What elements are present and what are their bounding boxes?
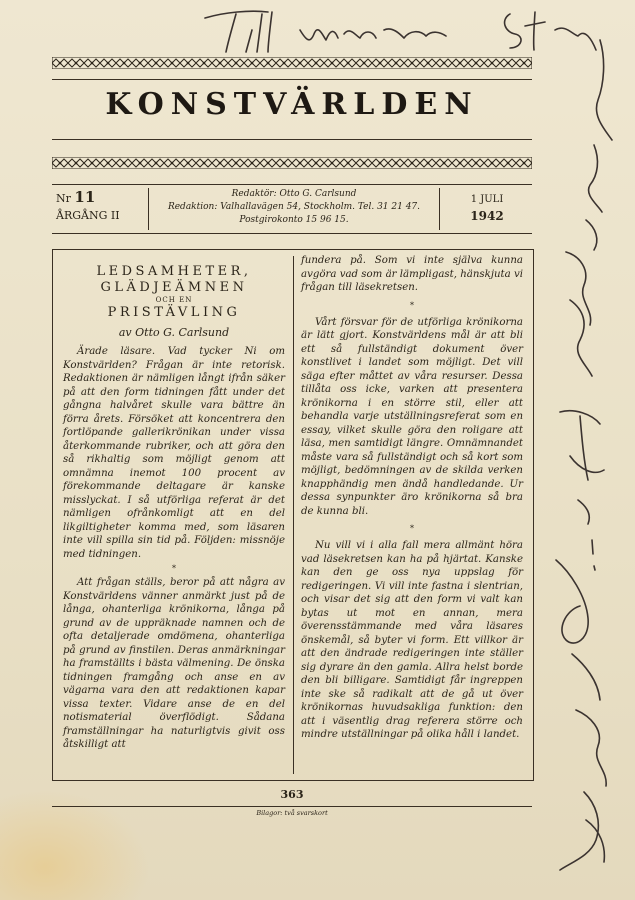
footer-rule <box>52 806 532 807</box>
article-heading-line2: GLÄDJEÄMNEN <box>100 280 248 295</box>
issue-date: 1 JULI <box>470 194 504 205</box>
masthead <box>52 57 532 169</box>
paragraph: Ärade läsare. Vad tycker Ni om Konstvärlden? Frågan är inte retorisk. Redaktionen är nämligen långt ifrån säker på att den form tidningen fått under det gångna halvåret skulle vara bättre än förra årets. Försöket att koncentrera den fortlöpande gallerikrönikan under vissa återkommande rubriker, och att göra den så rikhaltig som möjligt genom att omnämna inemot 100 procent av förekommande deltagare är kanske misslyckat. I så utförliga referat är det nämligen ofrånkomligt att en del likgiltigheter komma med, som läsaren inte vill spilla sin tid på. Följden: missnöje med tidningen. <box>63 346 285 560</box>
masthead-rule-top <box>52 79 532 80</box>
editorial-info <box>148 188 440 230</box>
article-heading-line1: LEDSAMHETER, <box>96 264 252 279</box>
issue-volume: ÅRGÅNG II <box>56 209 120 222</box>
paragraph: fundera på. Som vi inte själva kunna avgöra vad som är lämpligast, hänskjuta vi frågan till läsekretsen. <box>301 255 523 293</box>
issue-number-label: Nr <box>56 192 71 205</box>
article-box <box>52 249 534 781</box>
separator-star: * <box>410 524 414 533</box>
masthead-title: KONSTVÄRLDEN <box>105 87 479 122</box>
article-column-left <box>63 254 285 752</box>
postgiro-line: Postgirokonto 15 96 15. <box>239 215 349 225</box>
issue-number: 11 <box>74 188 96 206</box>
masthead-rule-bottom <box>52 139 532 140</box>
article-heading-line4: PRISTÄVLING <box>107 305 241 320</box>
separator-star: * <box>410 300 414 310</box>
issue-info-bar <box>52 184 532 234</box>
top-ornament-border <box>52 57 532 69</box>
bilagor-note: Bilagor: två svarskort <box>256 809 328 817</box>
bottom-ornament-border <box>52 157 532 169</box>
article-byline: av Otto G. Carlsund <box>118 326 230 339</box>
paragraph: Att frågan ställs, beror på att några av Konstvärldens vänner anmärkt just på de långa, ohanterliga krönikorna, långa på grund av de uppräknade namnen och de ofta detaljerade omdömena, ohanterliga på grund av finstilen. Deras anmärkningar ha framställts i bästa välmening. De önska tidningen framgång och anse en av vägarna vara den att redaktionen kapar vissa texter. Vidare anse de en del notismaterial överflödigt. Sådana framställningar ha naturligtvis givit oss åtskilligt att <box>63 577 285 750</box>
issue-number-block <box>56 189 140 224</box>
article-column-right <box>301 254 523 742</box>
office-line: Redaktion: Valhallavägen 54, Stockholm. Tel. 31 21 47. <box>167 202 421 212</box>
page-number: 363 <box>280 788 304 801</box>
issue-year: 1942 <box>470 209 504 223</box>
paragraph: Vårt försvar för de utförliga krönikorna är lätt gjort. Konstvärldens mål är att bli ett så fullständigt dokument över konstlivet i landet som möjligt. Det vill säga efter måttet av våra resurser. Dessa tillåta oss icke, varken att presentera krönikorna i en större stil, eller att behandla varje utställningsreferat som en essay, vilket skulle göra den roligare att läsa, men samtidigt längre. Omnämnandet måste vara så fullständigt och så kort som möjligt, bedömningen av de skilda verken knapphändig men ändå handledande. Ur dessa synpunkter äro krönikorna så bra de kunna bli. <box>301 316 523 517</box>
column-divider <box>293 256 294 774</box>
separator-star: * <box>172 564 176 573</box>
issue-date-block <box>446 191 528 225</box>
paragraph: Nu vill vi i alla fall mera allmänt höra vad läsekretsen kan ha på hjärtat. Kanske kan den ge oss nya uppslag för redigeringen. Vi vill inte fastna i slentrian, och visar det sig att den form vi valt kan bytas ut mot en annan, mera överensstämmande med våra läsares önskemål, så byter vi form. Ett villkor är att den ändrade redigeringen inte ställer sig dyrare än den gamla. Allra helst borde den bli billigare. Samtidigt får ingreppen inte ske så radikalt att de gå ut över krönikornas huvudsakliga funktion: den att i väsentlig drag referera större och mindre utställningar på olika håll i landet. <box>301 540 523 740</box>
editor-line: Redaktör: Otto G. Carlsund <box>231 189 357 199</box>
article-heading-line3: OCH EN <box>155 296 193 304</box>
